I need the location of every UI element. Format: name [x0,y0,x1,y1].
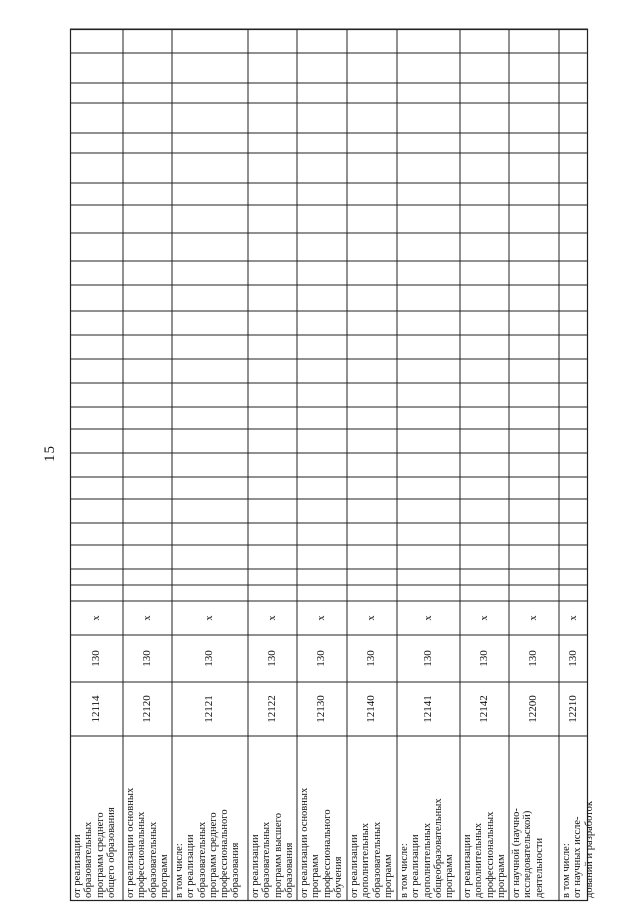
table-row-kosgu: 130 [566,650,579,667]
table-row-code: 12142 [477,695,490,723]
table-row-code: 12120 [140,695,153,723]
table-row-kosgu: 130 [203,650,216,667]
table-row-kosgu: 130 [365,650,378,667]
table-row-code: 12140 [365,695,378,723]
table-row-mark: x [528,615,540,621]
table-row-code: 12141 [421,695,434,723]
table-row-name: от реализации образовательных программ среднего общего образования [72,807,117,898]
table-row-kosgu: 130 [315,650,328,667]
table-row-code: 12130 [315,695,328,723]
table-row-name: в том числе: от научных иссле- дований и разработок [561,800,595,898]
table-row-mark: x [90,615,102,621]
table-row-kosgu: 130 [421,650,434,667]
table-row-name: от реализации образовательных программ высшего образования [250,813,295,898]
table-row-mark: x [422,615,434,621]
table-row-kosgu: 130 [477,650,490,667]
table-row-mark: x [366,615,378,621]
table-row-name: от реализации дополнительных профессиональных программ [462,811,507,898]
table-row-kosgu: 130 [140,650,153,667]
table-row-code: 12200 [527,695,540,723]
table-row-mark: x [316,615,328,621]
table-row-name: в том числе: от реализации образовательных программ среднего профессионального образования [174,809,242,898]
table-row-mark: x [204,615,216,621]
table-row-name: от реализации основных программ профессионального обучения [299,787,344,898]
table-row-mark: x [567,615,579,621]
table-row-kosgu: 130 [89,650,102,667]
table-row-name: от реализации основных профессиональных образовательных программ [125,787,170,898]
page-number: 15 [42,445,58,462]
table-row-code: 12210 [566,695,579,723]
table-row-mark: x [266,615,278,621]
table-row-name: в том числе: от реализации дополнительных общеобразовательных программ [399,798,456,898]
table-row-code: 12121 [203,695,216,723]
table-row-code: 12114 [89,695,102,723]
budget-table-sheet [70,29,595,901]
table-row-mark: x [478,615,490,621]
table-row-mark: x [141,615,153,621]
table-row-kosgu: 130 [527,650,540,667]
budget-table [70,29,595,901]
table-row-kosgu: 130 [265,650,278,667]
table-row-code: 12122 [265,695,278,723]
table-row-name: от научной (научно- исследовательской) деятельности [511,808,545,898]
table-row-name: от реализации дополнительных образовательных программ [349,821,394,898]
